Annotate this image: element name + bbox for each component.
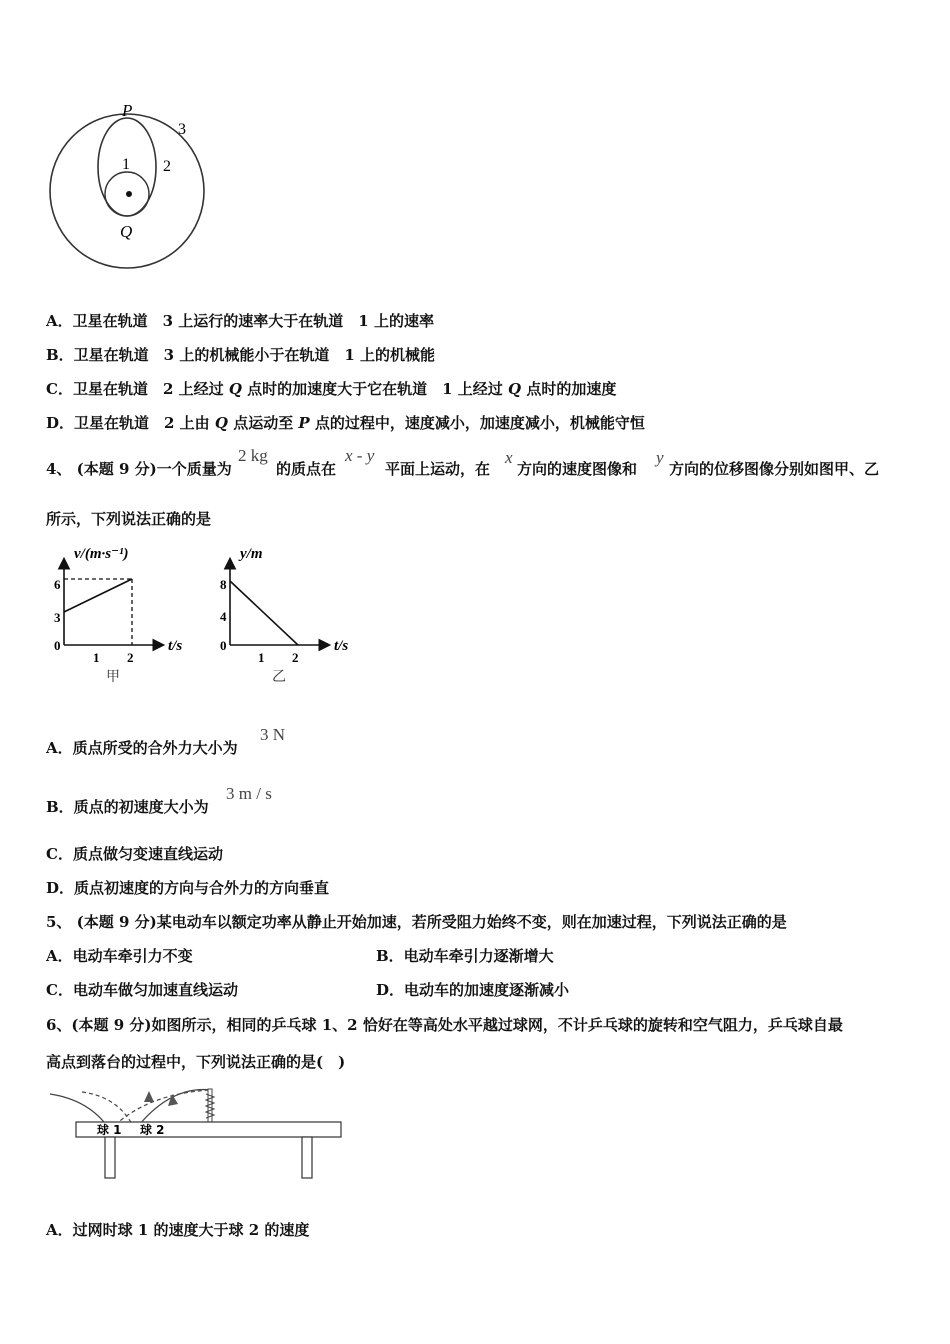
label-P: P: [122, 101, 133, 120]
table-tennis-figure: [40, 1082, 360, 1187]
y-axis-label: y/m: [240, 546, 263, 562]
graph-title: 甲: [106, 670, 120, 685]
q4-option-d: D．质点初速度的方向与合外力的方向垂直: [46, 879, 330, 897]
data-line: [230, 581, 298, 645]
q4-stem-part2: 的质点在: [276, 460, 337, 478]
y-axis-label: v/(m·s⁻¹): [74, 546, 129, 562]
arrow-ball-1: [144, 1091, 154, 1102]
orbit-figure: [40, 96, 220, 276]
x-axis-label: t/s: [168, 638, 183, 654]
q5-option-c: C．电动车做匀加速直线运动: [46, 981, 238, 999]
q4-option-a: A．质点所受的合外力大小为: [46, 739, 238, 757]
earth-dot: [126, 191, 132, 197]
table-leg-right: [302, 1137, 312, 1178]
y-tick-6: 6: [54, 577, 61, 592]
x-tick-1: 1: [258, 650, 265, 665]
x-tick-1: 1: [93, 650, 100, 665]
q3-option-d: D．卫星在轨道 2 上由 Q 点运动至 P 点的过程中，速度减小，加速度减小，机械能守恒: [46, 414, 645, 432]
origin-label: 0: [54, 638, 61, 653]
q4-option-a-value: 3 N: [260, 725, 286, 744]
displacement-graph: [210, 540, 370, 690]
label-1: 1: [122, 156, 130, 173]
q3-option-b: B．卫星在轨道 3 上的机械能小于在轨道 1 上的机械能: [46, 346, 435, 364]
origin-label: 0: [220, 638, 227, 653]
q3-option-a: A．卫星在轨道 3 上运行的速率大于在轨道 1 上的速率: [46, 312, 434, 330]
q4-plane: x - y: [345, 446, 375, 465]
label-Q: Q: [120, 222, 133, 241]
q5-option-d: D．电动车的加速度逐渐减小: [376, 981, 570, 999]
label-2: 2: [163, 158, 171, 175]
q4-stem-line2: 所示，下列说法正确的是: [46, 510, 212, 528]
q6-stem-line1: 6、(本题 9 分)如图所示，相同的乒乓球 1、2 恰好在等高处水平越过球网，不计乒乓球的旋转和空气阻力，乒乓球自最: [46, 1016, 843, 1034]
x-tick-2: 2: [292, 650, 299, 665]
y-tick-3: 3: [54, 610, 61, 625]
q4-stem-part1: 4、 (本题 9 分)一个质量为: [46, 460, 232, 478]
q4-option-b: B．质点的初速度大小为: [46, 798, 209, 816]
y-tick-8: 8: [220, 577, 227, 592]
graph-title: 乙: [272, 670, 286, 685]
x-axis-label: t/s: [334, 638, 349, 654]
q5-stem: 5、 (本题 9 分)某电动车以额定功率从静止开始加速，若所受阻力始终不变，则在加速过程，下列说法正确的是: [46, 913, 787, 931]
q6-stem-line2: 高点到落台的过程中，下列说法正确的是( ): [46, 1053, 346, 1071]
label-3: 3: [178, 121, 186, 138]
q4-stem-part5: 方向的位移图像分别如图甲、乙: [669, 460, 880, 478]
q4-stem-part4: 方向的速度图像和: [517, 460, 638, 478]
ball-2-label: 球 2: [140, 1123, 165, 1137]
q4-mass: 2 kg: [238, 446, 268, 465]
q6-option-a: A．过网时球 1 的速度大于球 2 的速度: [46, 1221, 310, 1239]
velocity-graph: [44, 540, 204, 690]
q3-option-c: C．卫星在轨道 2 上经过 Q 点时的加速度大于它在轨道 1 上经过 Q 点时的加速度: [46, 380, 617, 398]
q5-option-a: A．电动车牵引力不变: [46, 947, 193, 965]
data-line: [64, 579, 132, 612]
q4-option-c: C．质点做匀变速直线运动: [46, 845, 223, 863]
table-leg-left: [105, 1137, 115, 1178]
ball-1-label: 球 1: [97, 1123, 122, 1137]
q4-stem-part3: 平面上运动，在: [385, 460, 491, 478]
q4-ydir: y: [656, 448, 664, 467]
x-tick-2: 2: [127, 650, 134, 665]
q4-xdir: x: [505, 448, 513, 467]
q4-option-b-value: 3 m / s: [226, 784, 272, 803]
y-tick-4: 4: [220, 609, 227, 624]
q5-option-b: B．电动车牵引力逐渐增大: [376, 947, 554, 965]
